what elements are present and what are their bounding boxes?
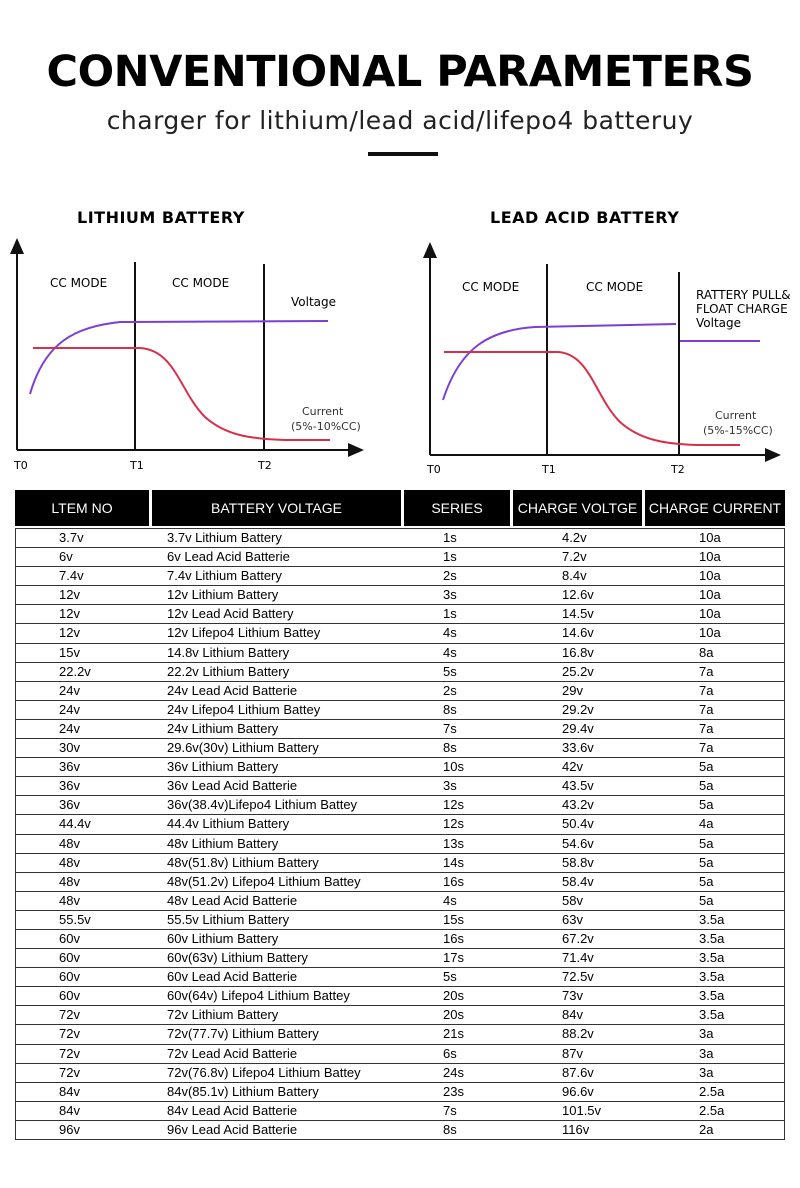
table-row — [16, 1064, 784, 1083]
charge-voltage-cell: 71.4v — [562, 950, 594, 966]
charge-voltage-cell: 96.6v — [562, 1083, 594, 1099]
lithium-current-range: (5%-10%CC) — [291, 420, 361, 433]
charge-voltage-cell: 29v — [562, 682, 583, 698]
charge-current-cell: 10a — [699, 549, 721, 565]
charge-current-cell: 5a — [699, 835, 714, 851]
battery-voltage-cell: 60v(63v) Lithium Battery — [167, 950, 308, 966]
series-cell: 5s — [443, 969, 457, 985]
battery-voltage-cell: 12v Lifepo4 Lithium Battey — [167, 625, 321, 641]
charge-current-cell: 7a — [699, 740, 714, 756]
charge-voltage-cell: 12.6v — [562, 587, 594, 603]
header-charge-voltage: CHARGE VOLTGE — [513, 490, 642, 526]
charge-current-cell: 2.5a — [699, 1083, 725, 1099]
battery-voltage-cell: 72v Lead Acid Batterie — [167, 1045, 298, 1061]
item-no-cell: 30v — [59, 740, 80, 756]
charge-voltage-cell: 116v — [562, 1121, 590, 1137]
series-cell: 3s — [443, 587, 457, 603]
lithium-current-line — [33, 348, 330, 440]
charge-voltage-cell: 101.5v — [562, 1102, 602, 1118]
item-no-cell: 84v — [59, 1102, 80, 1118]
charge-voltage-cell: 29.2v — [562, 701, 594, 717]
lead-acid-t2: T2 — [671, 463, 685, 476]
item-no-cell: 12v — [59, 625, 80, 641]
charge-current-cell: 3a — [699, 1064, 714, 1080]
charge-current-cell: 7a — [699, 701, 714, 717]
battery-voltage-cell: 72v(76.8v) Lifepo4 Lithium Battey — [167, 1064, 361, 1080]
table-row — [16, 796, 784, 815]
item-no-cell: 36v — [59, 797, 80, 813]
battery-voltage-cell: 48v(51.8v) Lithium Battery — [167, 854, 319, 870]
item-no-cell: 48v — [59, 873, 80, 889]
charge-current-cell: 7a — [699, 682, 714, 698]
battery-voltage-cell: 29.6v(30v) Lithium Battery — [167, 740, 319, 756]
series-cell: 13s — [443, 835, 464, 851]
item-no-cell: 72v — [59, 1026, 80, 1042]
table-row — [16, 605, 784, 624]
series-cell: 8s — [443, 1121, 457, 1137]
charge-voltage-cell: 7.2v — [562, 549, 587, 565]
header-series: SERIES — [404, 490, 510, 526]
charge-current-cell: 10a — [699, 568, 721, 584]
lead-acid-charging-curve — [415, 232, 800, 482]
table-row — [16, 720, 784, 739]
charge-current-cell: 5a — [699, 797, 714, 813]
battery-voltage-cell: 36v Lithium Battery — [167, 759, 279, 775]
charge-current-cell: 10a — [699, 606, 721, 622]
battery-voltage-cell: 6v Lead Acid Batterie — [167, 549, 290, 565]
table-row — [16, 987, 784, 1006]
lead-acid-mode2: CC MODE — [586, 280, 644, 294]
table-row — [16, 682, 784, 701]
table-row — [16, 777, 784, 796]
lithium-voltage-label: Voltage — [291, 295, 337, 309]
item-no-cell: 24v — [59, 701, 80, 717]
table-row — [16, 854, 784, 873]
item-no-cell: 60v — [59, 988, 80, 1004]
battery-voltage-cell: 84v(85.1v) Lithium Battery — [167, 1083, 319, 1099]
table-row — [16, 529, 784, 548]
lead-acid-chart-title: LEAD ACID BATTERY — [490, 208, 680, 227]
charge-current-cell: 3.5a — [699, 950, 725, 966]
battery-voltage-cell: 60v Lithium Battery — [167, 930, 279, 946]
series-cell: 14s — [443, 854, 464, 870]
charge-current-cell: 5a — [699, 854, 714, 870]
charge-voltage-cell: 42v — [562, 759, 583, 775]
charge-current-cell: 10a — [699, 530, 721, 545]
charge-current-cell: 10a — [699, 625, 721, 641]
item-no-cell: 72v — [59, 1007, 80, 1023]
series-cell: 4s — [443, 644, 457, 660]
item-no-cell: 36v — [59, 778, 80, 794]
battery-voltage-cell: 22.2v Lithium Battery — [167, 663, 290, 679]
lead-acid-float-label-2: FLOAT CHARGE — [696, 302, 788, 316]
charge-voltage-cell: 67.2v — [562, 930, 594, 946]
charge-voltage-cell: 29.4v — [562, 720, 594, 736]
lead-acid-t1: T1 — [542, 463, 556, 476]
item-no-cell: 48v — [59, 854, 80, 870]
battery-voltage-cell: 3.7v Lithium Battery — [167, 530, 282, 545]
item-no-cell: 12v — [59, 587, 80, 603]
lithium-t0: T0 — [14, 459, 28, 472]
lithium-charging-curve — [0, 232, 380, 477]
lead-acid-t0: T0 — [427, 463, 441, 476]
table-row — [16, 701, 784, 720]
lithium-t1: T1 — [130, 459, 144, 472]
battery-voltage-cell: 72v Lithium Battery — [167, 1007, 279, 1023]
charge-voltage-cell: 14.5v — [562, 606, 594, 622]
battery-voltage-cell: 60v(64v) Lifepo4 Lithium Battey — [167, 988, 350, 1004]
battery-voltage-cell: 48v Lithium Battery — [167, 835, 279, 851]
item-no-cell: 24v — [59, 682, 80, 698]
series-cell: 1s — [443, 606, 457, 622]
item-no-cell: 72v — [59, 1045, 80, 1061]
battery-voltage-cell: 72v(77.7v) Lithium Battery — [167, 1026, 319, 1042]
lithium-t2: T2 — [258, 459, 272, 472]
charge-voltage-cell: 63v — [562, 911, 583, 927]
item-no-cell: 60v — [59, 969, 80, 985]
battery-voltage-cell: 24v Lifepo4 Lithium Battey — [167, 701, 321, 717]
table-row — [16, 968, 784, 987]
charge-voltage-cell: 88.2v — [562, 1026, 594, 1042]
table-row — [16, 624, 784, 643]
series-cell: 4s — [443, 892, 457, 908]
series-cell: 10s — [443, 759, 464, 775]
table-header — [15, 490, 785, 526]
table-row — [16, 586, 784, 605]
table-row — [16, 1121, 784, 1139]
lead-acid-voltage-line — [443, 324, 676, 400]
battery-voltage-cell: 36v Lead Acid Batterie — [167, 778, 298, 794]
series-cell: 1s — [443, 549, 457, 565]
charge-voltage-cell: 43.2v — [562, 797, 594, 813]
charge-voltage-cell: 87v — [562, 1045, 583, 1061]
series-cell: 1s — [443, 530, 457, 545]
lithium-mode1: CC MODE — [50, 276, 108, 290]
battery-voltage-cell: 96v Lead Acid Batterie — [167, 1121, 298, 1137]
series-cell: 5s — [443, 663, 457, 679]
lead-acid-current-range: (5%-15%CC) — [703, 424, 773, 437]
battery-voltage-cell: 36v(38.4v)Lifepo4 Lithium Battey — [167, 797, 358, 813]
table-row — [16, 1006, 784, 1025]
charge-voltage-cell: 73v — [562, 988, 583, 1004]
item-no-cell: 72v — [59, 1064, 80, 1080]
table-row — [16, 892, 784, 911]
item-no-cell: 96v — [59, 1121, 80, 1137]
charge-voltage-cell: 50.4v — [562, 816, 594, 832]
item-no-cell: 36v — [59, 759, 80, 775]
charge-voltage-cell: 58.4v — [562, 873, 594, 889]
charge-current-cell: 3.5a — [699, 930, 725, 946]
item-no-cell: 3.7v — [59, 530, 84, 545]
charge-voltage-cell: 58v — [562, 892, 583, 908]
series-cell: 12s — [443, 797, 464, 813]
item-no-cell: 48v — [59, 892, 80, 908]
header-battery-voltage: BATTERY VOLTAGE — [152, 490, 401, 526]
lead-acid-current-line — [444, 352, 740, 445]
item-no-cell: 24v — [59, 720, 80, 736]
battery-voltage-cell: 55.5v Lithium Battery — [167, 911, 290, 927]
table-row — [16, 644, 784, 663]
lithium-chart-title: LITHIUM BATTERY — [77, 208, 245, 227]
charge-voltage-cell: 16.8v — [562, 644, 594, 660]
series-cell: 3s — [443, 778, 457, 794]
series-cell: 21s — [443, 1026, 464, 1042]
series-cell: 23s — [443, 1083, 464, 1099]
charge-voltage-cell: 87.6v — [562, 1064, 594, 1080]
item-no-cell: 15v — [59, 644, 80, 660]
series-cell: 16s — [443, 930, 464, 946]
header-item-no: LTEM NO — [15, 490, 149, 526]
series-cell: 20s — [443, 988, 464, 1004]
charge-current-cell: 3.5a — [699, 988, 725, 1004]
item-no-cell: 22.2v — [59, 663, 91, 679]
battery-voltage-cell: 48v(51.2v) Lifepo4 Lithium Battey — [167, 873, 361, 889]
series-cell: 2s — [443, 568, 457, 584]
charge-current-cell: 7a — [699, 720, 714, 736]
parameters-table — [15, 528, 785, 1140]
table-row — [16, 815, 784, 834]
item-no-cell: 60v — [59, 950, 80, 966]
series-cell: 16s — [443, 873, 464, 889]
charge-voltage-cell: 43.5v — [562, 778, 594, 794]
lithium-mode2: CC MODE — [172, 276, 230, 290]
item-no-cell: 6v — [59, 549, 73, 565]
battery-voltage-cell: 44.4v Lithium Battery — [167, 816, 290, 832]
item-no-cell: 55.5v — [59, 911, 91, 927]
table-row — [16, 949, 784, 968]
series-cell: 4s — [443, 625, 457, 641]
charge-current-cell: 8a — [699, 644, 714, 660]
charge-current-cell: 3.5a — [699, 911, 725, 927]
table-row — [16, 1083, 784, 1102]
charge-current-cell: 3.5a — [699, 969, 725, 985]
charge-current-cell: 5a — [699, 778, 714, 794]
charge-voltage-cell: 33.6v — [562, 740, 594, 756]
charge-voltage-cell: 84v — [562, 1007, 583, 1023]
lithium-voltage-line — [30, 321, 328, 394]
charge-current-cell: 10a — [699, 587, 721, 603]
item-no-cell: 7.4v — [59, 568, 84, 584]
lithium-current-label: Current — [302, 405, 344, 418]
charge-voltage-cell: 8.4v — [562, 568, 587, 584]
item-no-cell: 60v — [59, 930, 80, 946]
series-cell: 6s — [443, 1045, 457, 1061]
charge-current-cell: 3a — [699, 1026, 714, 1042]
series-cell: 7s — [443, 720, 457, 736]
battery-voltage-cell: 60v Lead Acid Batterie — [167, 969, 298, 985]
series-cell: 20s — [443, 1007, 464, 1023]
item-no-cell: 12v — [59, 606, 80, 622]
lead-acid-float-label-1: RATTERY PULL& — [696, 288, 791, 302]
table-row — [16, 1045, 784, 1064]
series-cell: 15s — [443, 911, 464, 927]
table-row — [16, 739, 784, 758]
lead-acid-mode1: CC MODE — [462, 280, 520, 294]
lead-acid-current-label: Current — [715, 409, 757, 422]
charge-voltage-cell: 25.2v — [562, 663, 594, 679]
table-row — [16, 873, 784, 892]
series-cell: 8s — [443, 701, 457, 717]
table-row — [16, 758, 784, 777]
page-title: CONVENTIONAL PARAMETERS — [46, 47, 754, 97]
battery-voltage-cell: 24v Lead Acid Batterie — [167, 682, 298, 698]
charge-current-cell: 5a — [699, 759, 714, 775]
table-row — [16, 567, 784, 586]
series-cell: 24s — [443, 1064, 464, 1080]
table-row — [16, 911, 784, 930]
series-cell: 12s — [443, 816, 464, 832]
title-divider — [368, 152, 438, 156]
charge-voltage-cell: 4.2v — [562, 530, 587, 545]
battery-voltage-cell: 12v Lead Acid Battery — [167, 606, 294, 622]
item-no-cell: 48v — [59, 835, 80, 851]
item-no-cell: 84v — [59, 1083, 80, 1099]
table-row — [16, 548, 784, 567]
item-no-cell: 44.4v — [59, 816, 91, 832]
battery-voltage-cell: 7.4v Lithium Battery — [167, 568, 282, 584]
charge-current-cell: 5a — [699, 873, 714, 889]
series-cell: 17s — [443, 950, 464, 966]
charge-current-cell: 3.5a — [699, 1007, 725, 1023]
battery-voltage-cell: 84v Lead Acid Batterie — [167, 1102, 298, 1118]
charge-voltage-cell: 72.5v — [562, 969, 594, 985]
page-subtitle: charger for lithium/lead acid/lifepo4 batteruy — [106, 106, 694, 135]
charge-current-cell: 5a — [699, 892, 714, 908]
table-row — [16, 1025, 784, 1044]
header-charge-current: CHARGE CURRENT — [645, 490, 785, 526]
charge-current-cell: 3a — [699, 1045, 714, 1061]
lead-acid-voltage-label: Voltage — [696, 316, 742, 330]
charge-voltage-cell: 58.8v — [562, 854, 594, 870]
series-cell: 8s — [443, 740, 457, 756]
series-cell: 7s — [443, 1102, 457, 1118]
battery-voltage-cell: 14.8v Lithium Battery — [167, 644, 290, 660]
charge-current-cell: 2.5a — [699, 1102, 725, 1118]
charge-voltage-cell: 14.6v — [562, 625, 594, 641]
series-cell: 2s — [443, 682, 457, 698]
charge-current-cell: 7a — [699, 663, 714, 679]
battery-voltage-cell: 12v Lithium Battery — [167, 587, 279, 603]
table-row — [16, 663, 784, 682]
table-row — [16, 835, 784, 854]
battery-voltage-cell: 24v Lithium Battery — [167, 720, 279, 736]
charge-voltage-cell: 54.6v — [562, 835, 594, 851]
table-row — [16, 1102, 784, 1121]
charge-current-cell: 2a — [699, 1121, 714, 1137]
table-row — [16, 930, 784, 949]
battery-voltage-cell: 48v Lead Acid Batterie — [167, 892, 298, 908]
charge-current-cell: 4a — [699, 816, 714, 832]
